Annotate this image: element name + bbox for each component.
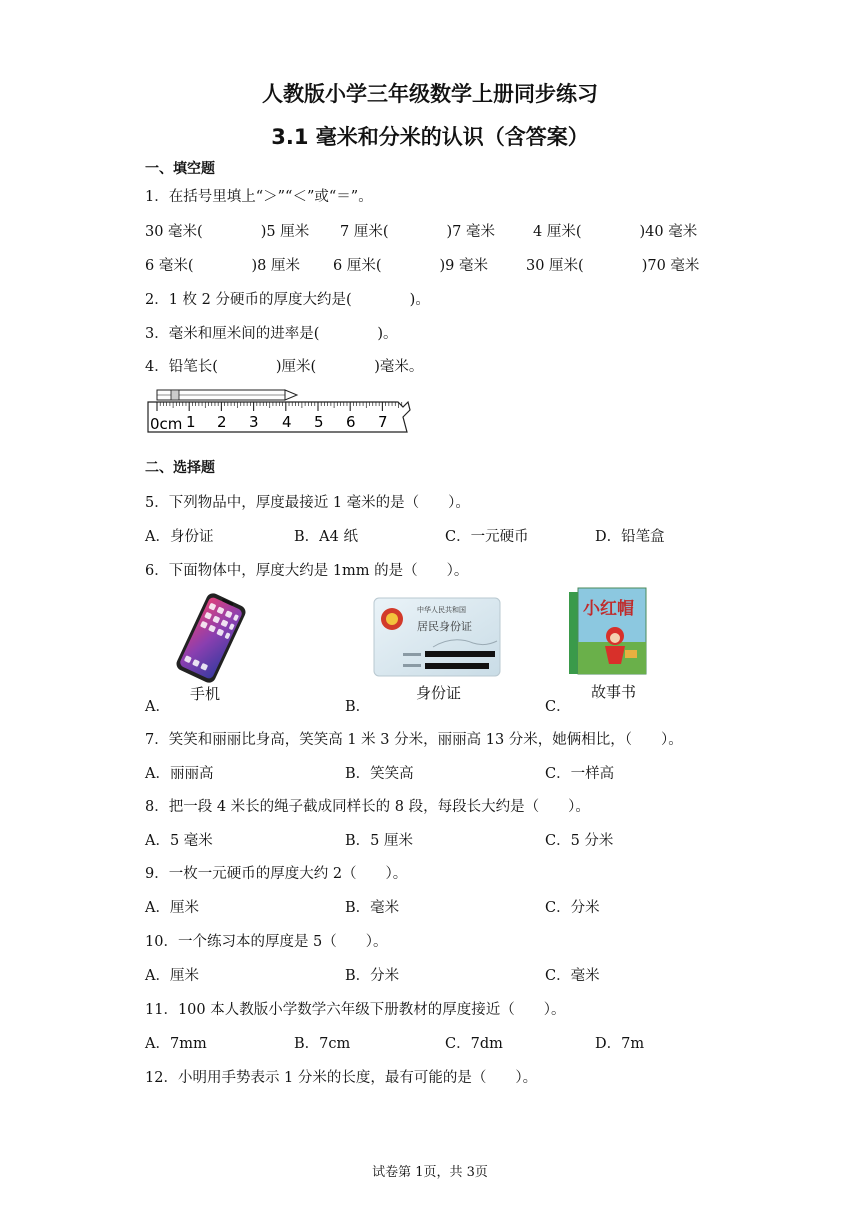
q1-item-1: 30 毫米( )5 厘米 [145,224,310,240]
question-11-stem: 11．100 本人教版小学数学六年级下册教材的厚度接近（ ）。 [145,1002,566,1018]
question-12-stem: 12．小明用手势表示 1 分米的长度，最有可能的是（ ）。 [145,1070,538,1086]
page-subtitle: 3.1 毫米和分米的认识（含答案） [271,125,589,149]
q6-option-a: A． [145,699,170,715]
question-7-stem: 7．笑笑和丽丽比身高，笑笑高 1 米 3 分米，丽丽高 13 分米，她俩相比，（ ）。 [145,732,683,748]
question-6-stem: 6．下面物体中，厚度大约是 1mm 的是（ ）。 [145,563,469,579]
q5-option-a: A．身份证 [145,529,214,545]
book-title-text: 小红帽 [583,599,634,619]
q6-option-b: B． [345,699,371,715]
page-title: 人教版小学三年级数学上册同步练习 [262,82,598,106]
ruler-label-3: 3 [249,413,259,431]
q9-option-c: C．分米 [545,900,600,916]
ruler-label-2: 2 [217,413,227,431]
ruler-label-7: 7 [378,413,388,431]
ruler-pencil-figure [145,384,420,438]
id-card-image [373,597,501,677]
ruler-label-0: 0cm [150,415,183,433]
q6-option-c: C． [545,699,571,715]
q7-option-a: A．丽丽高 [145,766,214,782]
q1-item-5: 6 厘米( )9 毫米 [333,258,488,274]
q10-option-b: B．分米 [345,968,400,984]
question-5-stem: 5．下列物品中，厚度最接近 1 毫米的是（ ）。 [145,495,470,511]
q8-option-c: C．5 分米 [545,833,614,849]
q7-option-b: B．笑笑高 [345,766,414,782]
question-8-stem: 8．把一段 4 米长的绳子截成同样长的 8 段，每段长大约是（ ）。 [145,799,590,815]
q1-item-6: 30 厘米( )70 毫米 [526,258,700,274]
q11-option-d: D．7m [595,1036,645,1052]
question-2: 2．1 枚 2 分硬币的厚度大约是( )。 [145,292,430,308]
id-card-title-text: 居民身份证 [417,620,472,633]
section-fill-blank-title: 一、填空题 [145,161,215,177]
question-10-stem: 10．一个练习本的厚度是 5（ ）。 [145,934,388,950]
q8-option-b: B．5 厘米 [345,833,413,849]
q8-option-a: A．5 毫米 [145,833,213,849]
q9-option-a: A．厘米 [145,900,199,916]
ruler-label-4: 4 [282,413,292,431]
caption-id-card: 身份证 [416,684,462,702]
q7-option-c: C．一样高 [545,766,615,782]
q5-option-d: D．铅笔盒 [595,529,665,545]
q11-option-c: C．7dm [445,1036,503,1052]
caption-storybook: 故事书 [591,683,637,701]
q1-item-2: 7 厘米( )7 毫米 [340,224,495,240]
pencil-icon [157,390,297,400]
storybook-image [567,586,649,678]
q1-item-4: 6 毫米( )8 厘米 [145,258,300,274]
caption-phone: 手机 [190,685,221,703]
q9-option-b: B．毫米 [345,900,400,916]
question-1-stem: 1．在括号里填上“＞”“＜”或“＝”。 [145,189,373,205]
q11-option-a: A．7mm [145,1036,207,1052]
id-card-country-text: 中华人民共和国 [417,606,466,614]
q5-option-c: C．一元硬币 [445,529,529,545]
ruler-label-6: 6 [346,413,356,431]
q1-item-3: 4 厘米( )40 毫米 [533,224,698,240]
question-3: 3．毫米和厘米间的进率是( )。 [145,326,398,342]
q5-option-b: B．A4 纸 [294,529,358,545]
q10-option-c: C．毫米 [545,968,600,984]
page-footer: 试卷第 1页，共 3页 [372,1165,488,1180]
phone-image [170,592,252,684]
ruler-label-5: 5 [314,413,324,431]
q11-option-b: B．7cm [294,1036,351,1052]
q10-option-a: A．厘米 [145,968,199,984]
question-9-stem: 9．一枚一元硬币的厚度大约 2（ ）。 [145,866,408,882]
ruler-label-1: 1 [186,413,196,431]
question-4: 4．铅笔长( )厘米( )毫米。 [145,359,424,375]
section-choice-title: 二、选择题 [145,460,215,476]
